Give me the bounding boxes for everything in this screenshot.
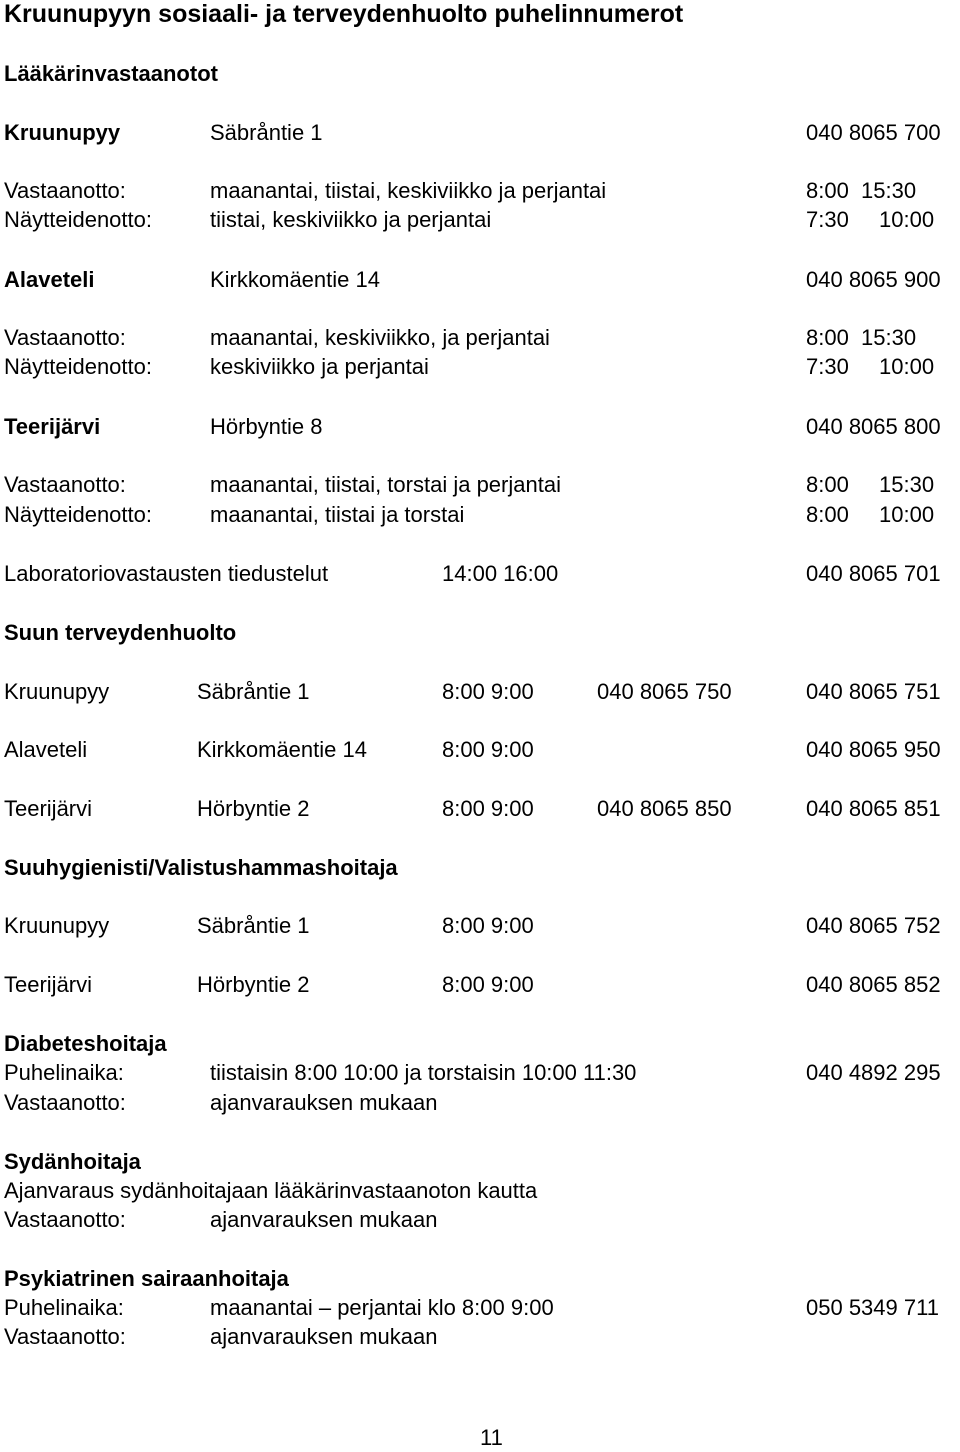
page-title: Kruunupyyn sosiaali- ja terveydenhuolto puhelinnumerot: [4, 0, 684, 28]
location-phone: 040 8065 800: [806, 414, 941, 439]
section-heading-diabetes: Diabeteshoitaja: [4, 1031, 167, 1056]
location-name: Kruunupyy: [4, 120, 121, 145]
row-end-time: 15:30: [861, 325, 917, 350]
row-start-time: 7:30: [806, 354, 849, 379]
psychiatric-phone-label: Puhelinaika:: [4, 1295, 124, 1320]
location-address: Säbråntie 1: [210, 120, 323, 145]
hygienist-hours: 8:00 9:00: [442, 913, 534, 938]
location-name: Teerijärvi: [4, 414, 101, 439]
dental-phone-1: 040 8065 850: [597, 796, 732, 821]
hygienist-hours: 8:00 9:00: [442, 972, 534, 997]
lab-hours: 14:00 16:00: [442, 561, 559, 586]
dental-address: Kirkkomäentie 14: [197, 737, 367, 762]
row-end-time: 10:00: [879, 207, 935, 232]
hygienist-location-name: Teerijärvi: [4, 972, 93, 997]
row-label: Vastaanotto:: [4, 325, 126, 350]
dental-phone-2: 040 8065 751: [806, 679, 941, 704]
location-phone: 040 8065 700: [806, 120, 941, 145]
page-number: 11: [480, 1425, 503, 1450]
dental-hours: 8:00 9:00: [442, 737, 534, 762]
section-heading-psychiatric: Psykiatrinen sairaanhoitaja: [4, 1266, 289, 1291]
row-days: maanantai, tiistai ja torstai: [210, 502, 465, 527]
location-name: Alaveteli: [4, 267, 95, 292]
hygienist-phone: 040 8065 752: [806, 913, 941, 938]
psychiatric-phone: 050 5349 711: [806, 1295, 939, 1320]
dental-address: Säbråntie 1: [197, 679, 310, 704]
row-label: Vastaanotto:: [4, 178, 126, 203]
row-end-time: 10:00: [879, 354, 935, 379]
cardiac-reception: ajanvarauksen mukaan: [210, 1207, 438, 1232]
dental-location-name: Kruunupyy: [4, 679, 110, 704]
hygienist-location-name: Kruunupyy: [4, 913, 110, 938]
dental-address: Hörbyntie 2: [197, 796, 310, 821]
diabetes-reception-label: Vastaanotto:: [4, 1090, 126, 1115]
row-days: keskiviikko ja perjantai: [210, 354, 429, 379]
section-heading-cardiac: Sydänhoitaja: [4, 1149, 141, 1174]
dental-phone-1: 040 8065 750: [597, 679, 732, 704]
row-end-time: 15:30: [861, 178, 917, 203]
row-start-time: 8:00: [806, 178, 849, 203]
row-label: Näytteidenotto:: [4, 354, 152, 379]
hygienist-address: Hörbyntie 2: [197, 972, 310, 997]
location-address: Kirkkomäentie 14: [210, 267, 380, 292]
row-label: Vastaanotto:: [4, 472, 126, 497]
row-start-time: 8:00: [806, 472, 849, 497]
diabetes-phone-time: tiistaisin 8:00 10:00 ja torstaisin 10:00 11:30: [210, 1060, 637, 1085]
diabetes-phone: 040 4892 295: [806, 1060, 941, 1085]
section-heading-hygienist: Suuhygienisti/Valistushammashoitaja: [4, 855, 398, 880]
dental-phone-2: 040 8065 950: [806, 737, 941, 762]
dental-phone-2: 040 8065 851: [806, 796, 941, 821]
cardiac-reception-label: Vastaanotto:: [4, 1207, 126, 1232]
row-label: Näytteidenotto:: [4, 207, 152, 232]
section-heading-doctors: Lääkärinvastaanotot: [4, 61, 218, 86]
psychiatric-reception: ajanvarauksen mukaan: [210, 1324, 438, 1349]
row-label: Näytteidenotto:: [4, 502, 152, 527]
psychiatric-phone-time: maanantai – perjantai klo 8:00 9:00: [210, 1295, 554, 1320]
hygienist-address: Säbråntie 1: [197, 913, 310, 938]
row-end-time: 15:30: [879, 472, 935, 497]
dental-location-name: Teerijärvi: [4, 796, 93, 821]
dental-location-name: Alaveteli: [4, 737, 88, 762]
location-phone: 040 8065 900: [806, 267, 941, 292]
row-days: tiistai, keskiviikko ja perjantai: [210, 207, 492, 232]
diabetes-reception: ajanvarauksen mukaan: [210, 1090, 438, 1115]
dental-hours: 8:00 9:00: [442, 679, 534, 704]
row-start-time: 8:00: [806, 502, 849, 527]
cardiac-note: Ajanvaraus sydänhoitajaan lääkärinvastaanoton kautta: [4, 1178, 538, 1203]
location-address: Hörbyntie 8: [210, 414, 323, 439]
row-start-time: 8:00: [806, 325, 849, 350]
lab-phone: 040 8065 701: [806, 561, 941, 586]
row-days: maanantai, keskiviikko, ja perjantai: [210, 325, 550, 350]
psychiatric-reception-label: Vastaanotto:: [4, 1324, 126, 1349]
row-end-time: 10:00: [879, 502, 935, 527]
row-days: maanantai, tiistai, keskiviikko ja perjantai: [210, 178, 607, 203]
dental-hours: 8:00 9:00: [442, 796, 534, 821]
diabetes-phone-label: Puhelinaika:: [4, 1060, 124, 1085]
hygienist-phone: 040 8065 852: [806, 972, 941, 997]
row-start-time: 7:30: [806, 207, 849, 232]
section-heading-dental: Suun terveydenhuolto: [4, 620, 237, 645]
row-days: maanantai, tiistai, torstai ja perjantai: [210, 472, 561, 497]
lab-label: Laboratoriovastausten tiedustelut: [4, 561, 329, 586]
